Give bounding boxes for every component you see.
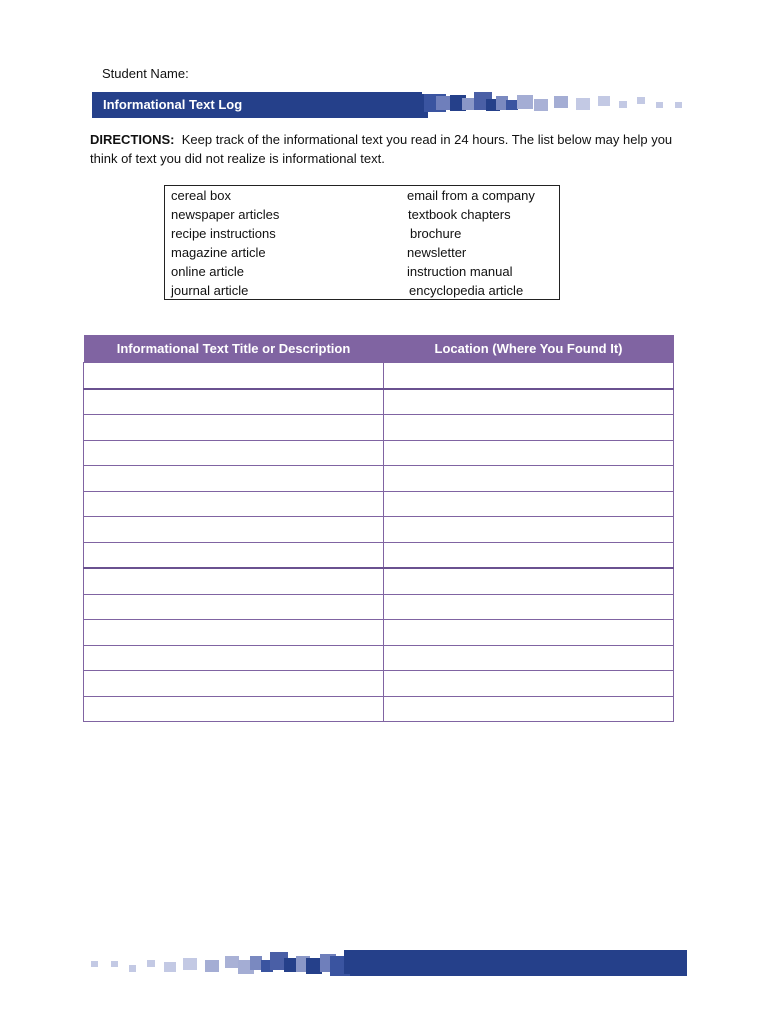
location-cell[interactable] bbox=[384, 645, 674, 671]
column-header-location: Location (Where You Found It) bbox=[384, 335, 674, 363]
list-item: instruction manual bbox=[407, 264, 513, 279]
location-cell[interactable] bbox=[384, 542, 674, 568]
title-cell[interactable] bbox=[84, 542, 384, 568]
table-row bbox=[84, 645, 674, 671]
location-cell[interactable] bbox=[384, 517, 674, 543]
table-row bbox=[84, 696, 674, 722]
title-cell[interactable] bbox=[84, 594, 384, 620]
title-cell[interactable] bbox=[84, 440, 384, 466]
title-cell[interactable] bbox=[84, 620, 384, 646]
title-cell[interactable] bbox=[84, 671, 384, 697]
location-cell[interactable] bbox=[384, 568, 674, 594]
location-cell[interactable] bbox=[384, 389, 674, 415]
list-item: online article bbox=[171, 264, 244, 279]
table-header-row bbox=[84, 335, 674, 363]
list-item: brochure bbox=[410, 226, 462, 241]
table-row bbox=[84, 491, 674, 517]
location-cell[interactable] bbox=[384, 466, 674, 492]
table-row bbox=[84, 389, 674, 415]
directions-label: DIRECTIONS: bbox=[90, 132, 175, 147]
table-row bbox=[84, 568, 674, 594]
list-item: cereal box bbox=[171, 188, 231, 203]
table-row bbox=[84, 517, 674, 543]
title-cell[interactable] bbox=[84, 568, 384, 594]
title-cell[interactable] bbox=[84, 363, 384, 389]
table-row bbox=[84, 415, 674, 441]
column-header-title: Informational Text Title or Description bbox=[84, 335, 384, 363]
list-item: magazine article bbox=[171, 245, 266, 260]
list-item: newsletter bbox=[407, 245, 467, 260]
location-cell[interactable] bbox=[384, 671, 674, 697]
title-cell[interactable] bbox=[84, 389, 384, 415]
title-cell[interactable] bbox=[84, 415, 384, 441]
location-cell[interactable] bbox=[384, 363, 674, 389]
location-cell[interactable] bbox=[384, 696, 674, 722]
location-cell[interactable] bbox=[384, 415, 674, 441]
location-cell[interactable] bbox=[384, 440, 674, 466]
directions-text: Keep track of the informational text you read in 24 hours. The list below may help you think of text you did not realize is informational text. bbox=[90, 132, 673, 166]
title-cell[interactable] bbox=[84, 517, 384, 543]
page-title: Informational Text Log bbox=[92, 92, 422, 118]
informational-text-log-table bbox=[83, 335, 674, 722]
title-cell[interactable] bbox=[84, 645, 384, 671]
location-cell[interactable] bbox=[384, 594, 674, 620]
table-row bbox=[84, 620, 674, 646]
directions bbox=[90, 130, 690, 168]
table-row bbox=[84, 363, 674, 389]
title-cell[interactable] bbox=[84, 466, 384, 492]
title-cell[interactable] bbox=[84, 491, 384, 517]
list-item: newspaper articles bbox=[171, 207, 280, 222]
list-item: encyclopedia article bbox=[409, 283, 524, 298]
text-types-list bbox=[164, 185, 560, 300]
table-row bbox=[84, 542, 674, 568]
table-row bbox=[84, 594, 674, 620]
list-item: recipe instructions bbox=[171, 226, 276, 241]
list-item: journal article bbox=[171, 283, 249, 298]
list-item: email from a company bbox=[407, 188, 535, 203]
list-item: textbook chapters bbox=[408, 207, 511, 222]
footer-bar bbox=[350, 950, 687, 976]
student-name-label: Student Name: bbox=[102, 66, 189, 81]
location-cell[interactable] bbox=[384, 491, 674, 517]
table-row bbox=[84, 671, 674, 697]
table-row bbox=[84, 440, 674, 466]
location-cell[interactable] bbox=[384, 620, 674, 646]
title-cell[interactable] bbox=[84, 696, 384, 722]
table-row bbox=[84, 466, 674, 492]
